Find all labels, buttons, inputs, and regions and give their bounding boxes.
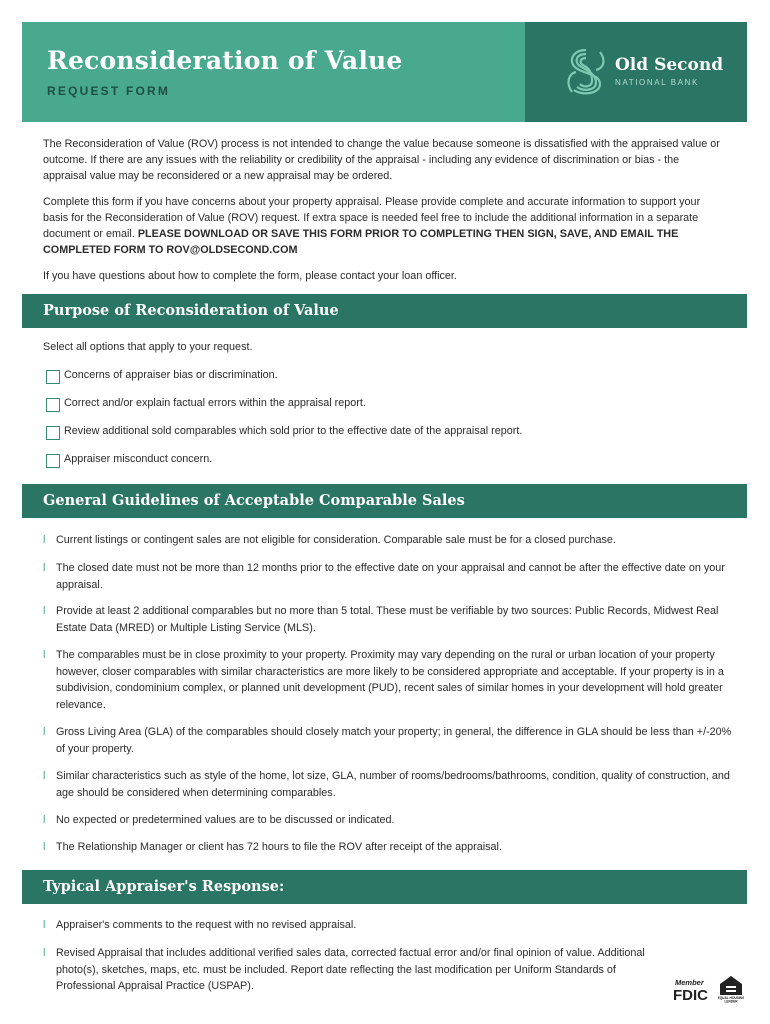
- response-text: Revised Appraisal that includes additional verified sales data, corrected factual error and/or final opinion of value. Additional photo(s), sketches, maps, etc. must be included. Report date reflecting the last modification per Uniform Standards of Professional Appraisal Practice (USPAP).: [56, 947, 645, 992]
- response-text: Appraiser's comments to the request with no revised appraisal.: [56, 919, 357, 931]
- response-section-header: [22, 870, 747, 904]
- intro-paragraph-3: If you have questions about how to complete the form, please contact your loan officer.: [43, 270, 457, 282]
- member-text: Member: [675, 978, 704, 987]
- checkbox[interactable]: [46, 370, 60, 384]
- guidelines-section-title: General Guidelines of Acceptable Comparable Sales: [43, 492, 465, 509]
- checkbox[interactable]: [46, 426, 60, 440]
- bank-subtitle: NATIONAL BANK: [615, 78, 699, 87]
- ehl-line-1: EQUAL HOUSING: [718, 996, 744, 1000]
- bullet-marker: l: [43, 770, 46, 782]
- bullet-marker: l: [43, 947, 46, 959]
- equal-housing-lender-icon: [718, 975, 744, 1003]
- intro-paragraph-2-text: Complete this form if you have concerns about your property appraisal. Please provide complete and accurate information to support your basis for the Reconsideration of Value (ROV) request. If extra space is needed feel free to include the additional information in a separate document or email.: [43, 196, 701, 240]
- fdic-text: FDIC: [673, 987, 708, 1003]
- bank-logo-panel: [525, 22, 747, 122]
- bank-logo-icon: [562, 46, 610, 98]
- bullet-marker: l: [43, 605, 46, 617]
- checkbox[interactable]: [46, 454, 60, 468]
- purpose-section-header: [22, 294, 747, 328]
- member-fdic-logo: [673, 977, 713, 1003]
- checkbox[interactable]: [46, 398, 60, 412]
- purpose-option-label: Review additional sold comparables which sold prior to the effective date of the appraisal report.: [64, 425, 523, 437]
- bank-name: Old Second: [615, 55, 724, 75]
- form-header: [22, 22, 747, 122]
- purpose-instruction: Select all options that apply to your request.: [43, 341, 253, 353]
- bullet-marker: l: [43, 726, 46, 738]
- guideline-text: No expected or predetermined values are to be discussed or indicated.: [56, 814, 395, 826]
- purpose-option-label: Correct and/or explain factual errors within the appraisal report.: [64, 397, 366, 409]
- purpose-option-label: Concerns of appraiser bias or discrimination.: [64, 369, 278, 381]
- download-instruction: PLEASE DOWNLOAD OR SAVE THIS FORM PRIOR TO COMPLETING THEN SIGN, SAVE, AND EMAIL THE COMPLETED FORM TO ROV@OLDSECOND.COM: [43, 228, 679, 256]
- form-title: Reconsideration of Value: [47, 46, 403, 75]
- guideline-text: Current listings or contingent sales are not eligible for consideration. Comparable sale must be for a closed purchase.: [56, 534, 616, 546]
- bullet-marker: l: [43, 534, 46, 546]
- guidelines-section-header: [22, 484, 747, 518]
- bullet-marker: l: [43, 919, 46, 931]
- response-section-title: Typical Appraiser's Response:: [43, 878, 285, 895]
- bullet-marker: l: [43, 841, 46, 853]
- guideline-text: Provide at least 2 additional comparables but no more than 5 total. These must be verifiable by two sources: Public Records, Midwest Real Estate Data (MRED) or Multiple Listing Service (MLS).: [56, 605, 719, 634]
- header-title-panel: [22, 22, 525, 122]
- bullet-marker: l: [43, 649, 46, 661]
- purpose-section-title: Purpose of Reconsideration of Value: [43, 302, 339, 319]
- guideline-text: Similar characteristics such as style of the home, lot size, GLA, number of rooms/bedrooms/bathrooms, condition, quality of construction, and age should be considered when determining comparables.: [56, 770, 730, 799]
- form-subtitle: REQUEST FORM: [47, 84, 171, 98]
- ehl-line-2: LENDER: [724, 999, 738, 1003]
- bullet-marker: l: [43, 562, 46, 574]
- intro-paragraph-2: [43, 194, 723, 258]
- guideline-text: The comparables must be in close proximity to your property. Proximity may vary depending on the rural or urban location of your property however, closer comparables with similar characteristics are more likely to be considered appropriate and acceptable. If your property is in a subdivision, condominium complex, or planned unit development (PUD), recent sales of similar homes in your development will hold greater relevance.: [56, 649, 724, 711]
- guideline-text: The Relationship Manager or client has 72 hours to file the ROV after receipt of the appraisal.: [56, 841, 502, 853]
- guideline-text: The closed date must not be more than 12 months prior to the effective date on your appraisal and cannot be after the effective date on your appraisal.: [56, 562, 725, 591]
- purpose-option-label: Appraiser misconduct concern.: [64, 453, 213, 465]
- bullet-marker: l: [43, 814, 46, 826]
- guideline-text: Gross Living Area (GLA) of the comparables should closely match your property; in general, the difference in GLA should be less than +/-20% of your property.: [56, 726, 732, 755]
- intro-paragraph-1: The Reconsideration of Value (ROV) process is not intended to change the value because someone is dissatisfied with the appraised value or outcome. If there are any issues with the reliability or credibility of the appraisal - including any evidence of discrimination or bias - the appraisal value may be reconsidered or a new appraisal may be ordered.: [43, 138, 720, 182]
